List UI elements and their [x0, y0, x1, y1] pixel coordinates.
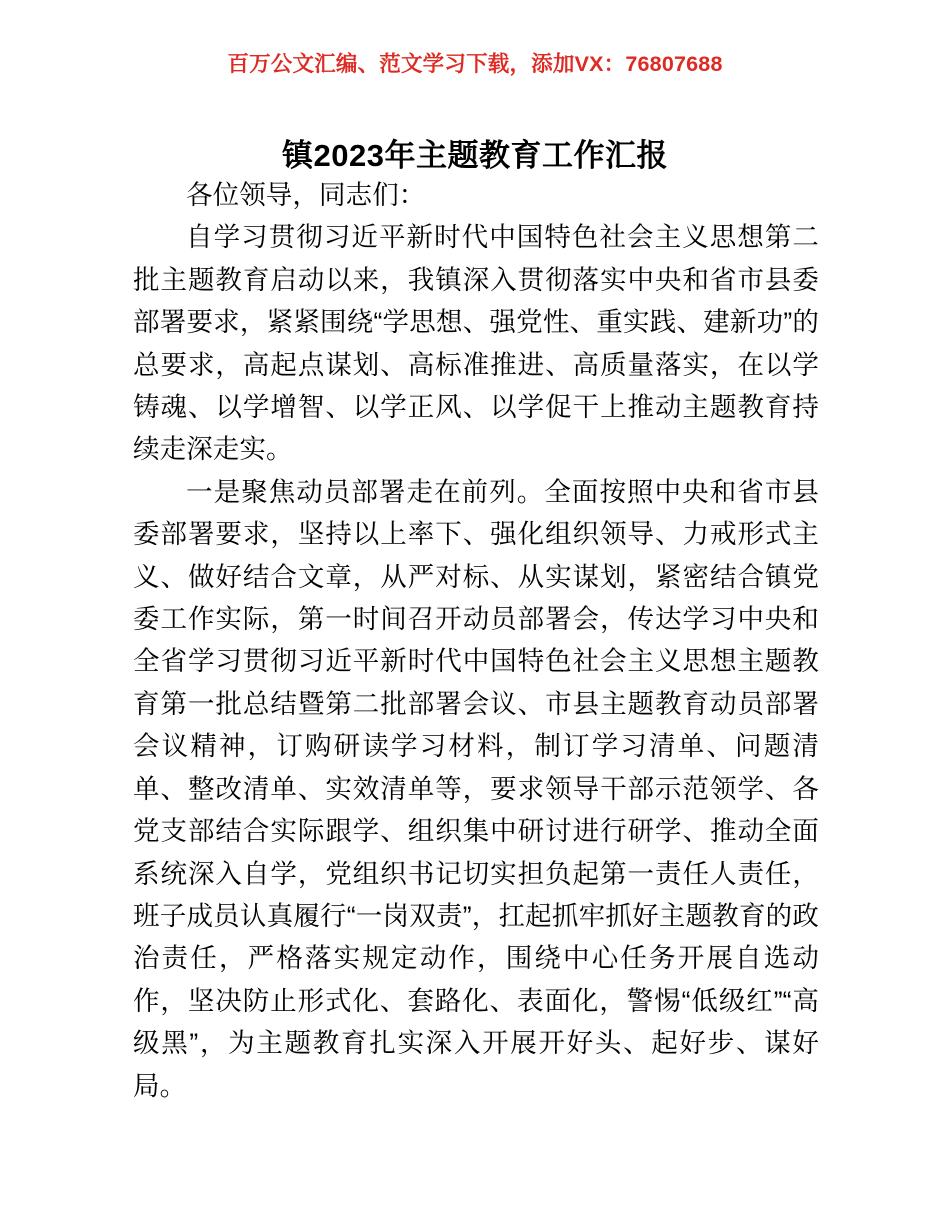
- salutation-paragraph: 各位领导，同志们：: [186, 180, 426, 210]
- promo-banner: [0, 48, 950, 83]
- body-paragraph-1: 自学习贯彻习近平新时代中国特色社会主义思想第二批主题教育启动以来，我镇深入贯彻落实中央和省市县委部署要求，紧紧围绕“学思想、强党性、重实践、建新功”的总要求，高起点谋划、高标准推进、高质量落实，在以学铸魂、以学增智、以学正风、以学促干上推动主题教育持续走深走实。: [133, 222, 819, 465]
- body-paragraph-2: 一是聚焦动员部署走在前列。全面按照中央和省市县委部署要求，坚持以上率下、强化组织领导、力戒形式主义、做好结合文章，从严对标、从实谋划，紧密结合镇党委工作实际，第一时间召开动员部署会，传达学习中央和全省学习贯彻习近平新时代中国特色社会主义思想主题教育第一批总结暨第二批部署会议、市县主题教育动员部署会议精神，订购研读学习材料，制订学习清单、问题清单、整改清单、实效清单等，要求领导干部示范领学、各党支部结合实际跟学、组织集中研讨进行研学、推动全面系统深入自学，党组织书记切实担负起第一责任人责任，班子成员认真履行“一岗双责”，扛起抓牢抓好主题教育的政治责任，严格落实规定动作，围绕中心任务开展自选动作，坚决防止形式化、套路化、表面化，警惕“低级红”“高级黑”，为主题教育扎实深入开展开好头、起好步、谋好局。: [133, 476, 819, 1101]
- promo-banner-text: 百万公文汇编、范文学习下载，添加VX：76807688: [227, 52, 723, 76]
- document-body: [133, 174, 819, 1107]
- page-title: 镇2023年主题教育工作汇报: [282, 137, 668, 173]
